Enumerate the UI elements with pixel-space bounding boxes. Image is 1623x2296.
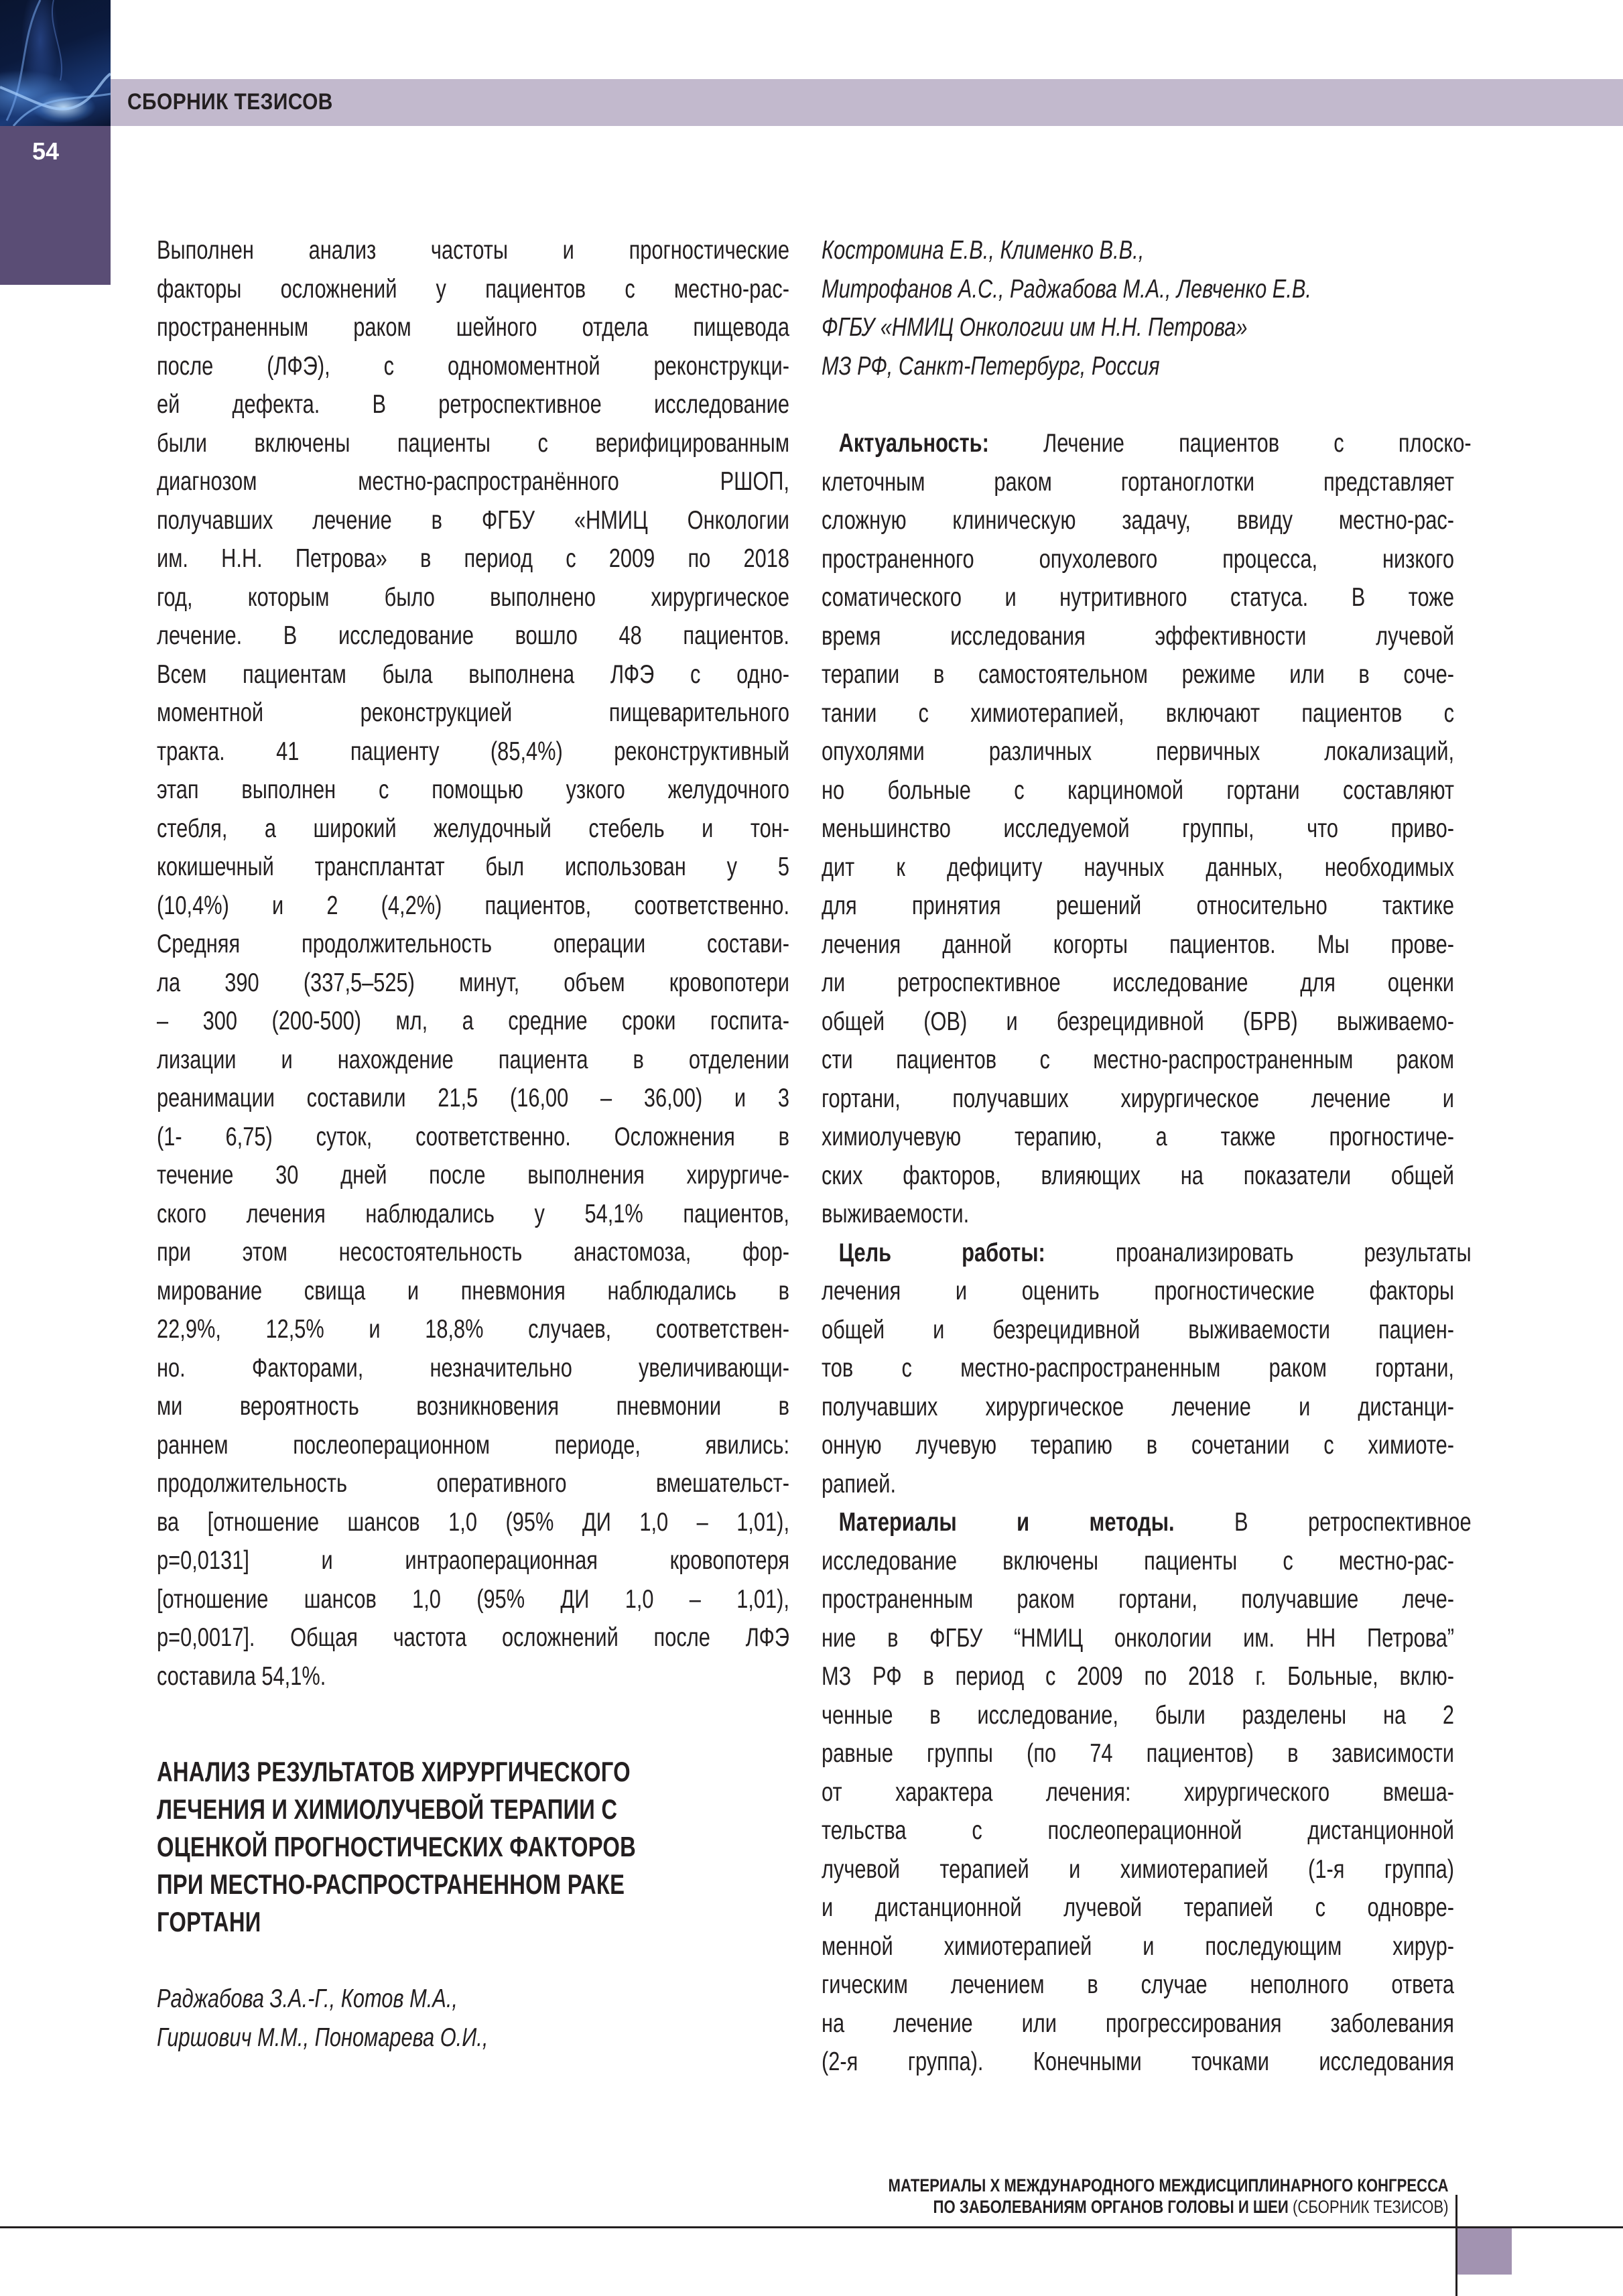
body-text-line: течение 30 дней после выполнения хирургиче- — [157, 1161, 789, 1190]
author-line: Гиршович М.М., Пономарева О.И., — [157, 2023, 489, 2052]
body-text-line: дит к дефициту научных данных, необходимых — [822, 852, 1454, 882]
body-text-line: при этом несостоятельность анастомоза, фор- — [157, 1238, 789, 1267]
body-text-line: лучевой терапией и химиотерапией (1-я группа) — [822, 1854, 1454, 1884]
article-authors — [157, 1980, 789, 2057]
body-text-line: сти пациентов с местно-распространенным раком — [822, 1045, 1454, 1074]
body-text-line: сложную клиническую задачу, ввиду местно-рас- — [822, 506, 1454, 535]
section-relevance — [822, 424, 1472, 1234]
body-text-line: были включены пациенты с верифицированным — [157, 428, 789, 458]
body-text-line: тельства с послеоперационной дистанционной — [822, 1816, 1454, 1845]
body-text-line: онную лучевую терапию в сочетании с химиоте- — [822, 1431, 1454, 1460]
left-column — [157, 231, 789, 2057]
body-text-line: реанимации составили 21,5 (16,00 – 36,00) и 3 — [157, 1084, 789, 1112]
author-line: МЗ РФ, Санкт-Петербург, Россия — [822, 351, 1160, 381]
body-text-line: после (ЛФЭ), с одномоментной реконструкци- — [157, 351, 789, 381]
methods-first-line — [822, 1503, 1472, 1542]
relevance-text-start: Лечение пациентов с плоско- — [988, 429, 1472, 458]
title-line: ГОРТАНИ — [157, 1906, 261, 1937]
body-text-line: опухолями различных первичных локализаций, — [822, 737, 1454, 766]
body-text-line: стебля, а широкий желудочный стебель и тон- — [157, 814, 789, 843]
body-text-line: от характера лечения: хирургического вмеша- — [822, 1777, 1454, 1807]
footer-line-1: МАТЕРИАЛЫ X МЕЖДУНАРОДНОГО МЕЖДИСЦИПЛИНАРНОГО КОНГРЕССА — [888, 2175, 1449, 2195]
author-line: ФГБУ «НМИЦ Онкологии им Н.Н. Петрова» — [822, 313, 1248, 342]
body-text-line: раннем послеоперационном периоде, явились: — [157, 1430, 789, 1460]
author-line: Костромина Е.В., Клименко В.В., — [822, 236, 1145, 265]
body-text-line: год, которым было выполнено хирургическое — [157, 582, 789, 612]
title-line: АНАЛИЗ РЕЗУЛЬТАТОВ ХИРУРГИЧЕСКОГО — [157, 1756, 631, 1787]
body-text-line: равные группы (по 74 пациентов) в зависимости — [822, 1739, 1454, 1768]
footer-accent-square — [1457, 2228, 1512, 2275]
body-text-line: меньшинство исследуемой группы, что приво- — [822, 814, 1454, 843]
header-band — [111, 79, 1623, 126]
body-text-line: пространенным раком шейного отдела пищевода — [157, 313, 789, 342]
body-text-line: Выполнен анализ частоты и прогностические — [157, 236, 789, 265]
body-text-line: факторы осложнений у пациентов с местно-рас- — [157, 274, 789, 304]
body-text-line: рапией. — [822, 1469, 897, 1498]
body-text-line: ченные в исследование, были разделены на 2 — [822, 1700, 1454, 1730]
body-text-line: мирование свища и пневмония наблюдались в — [157, 1276, 789, 1305]
body-text-line: ских факторов, влияющих на показатели общей — [822, 1161, 1454, 1190]
page-number: 54 — [32, 137, 60, 165]
body-text-line: клеточным раком гортаноглотки представляет — [822, 467, 1454, 497]
body-text-line: ва [отношение шансов 1,0 (95% ДИ 1,0 – 1,01), — [157, 1507, 789, 1537]
body-text-line: лечения и оценить прогностические факторы — [822, 1277, 1454, 1305]
previous-abstract-continuation — [157, 231, 789, 1696]
body-text-line: (10,4%) и 2 (4,2%) пациентов, соответственно. — [157, 891, 789, 920]
title-line: ПРИ МЕСТНО-РАСПРОСТРАНЕННОМ РАКЕ — [157, 1868, 625, 1900]
footer-line-2-bold: ПО ЗАБОЛЕВАНИЯМ ОРГАНОВ ГОЛОВЫ И ШЕИ — [933, 2197, 1289, 2217]
body-text-line: 22,9%, 12,5% и 18,8% случаев, соответствен- — [157, 1315, 789, 1344]
body-text-line: Всем пациентам была выполнена ЛФЭ с одно- — [157, 659, 789, 689]
smoke-swirl-icon — [0, 0, 111, 126]
body-text-line: – 300 (200-500) мл, а средние сроки госпита- — [157, 1007, 789, 1035]
body-text-line: моментной реконструкцией пищеварительного — [157, 698, 789, 727]
footer-rule — [0, 2226, 1623, 2228]
body-text-line: менной химиотерапией и последующим хирур- — [822, 1931, 1454, 1961]
authors-affiliation — [822, 231, 1454, 385]
body-text-line: пространенного опухолевого процесса, низкого — [822, 544, 1454, 574]
body-text-line: (1- 6,75) суток, соответственно. Осложнения в — [157, 1122, 789, 1151]
body-text-line: [отношение шансов 1,0 (95% ДИ 1,0 – 1,01), — [157, 1584, 789, 1614]
body-text-line: ского лечения наблюдались у 54,1% пациентов, — [157, 1199, 789, 1228]
methods-text-start: В ретроспективное — [1174, 1508, 1472, 1537]
body-text-line: получавших хирургическое лечение и дистанци- — [822, 1392, 1454, 1421]
body-text-line: лизации и нахождение пациента в отделении — [157, 1045, 789, 1074]
body-text-line: получавших лечение в ФГБУ «НМИЦ Онкологии — [157, 505, 789, 535]
body-text-line: p=0,0017]. Общая частота осложнений после ЛФЭ — [157, 1623, 789, 1652]
body-text-line: p=0,0131] и интраоперационная кровопотеря — [157, 1546, 789, 1575]
body-text-line: но больные с карциномой гортани составляют — [822, 775, 1454, 805]
body-text-line: терапии в самостоятельном режиме или в соче- — [822, 660, 1454, 689]
body-text-line: выживаемости. — [822, 1200, 970, 1228]
body-text-line: химиолучевую терапию, а также прогностиче- — [822, 1123, 1454, 1151]
body-text-line: общей и безрецидивной выживаемости пациен- — [822, 1315, 1454, 1344]
header-decorative-image — [0, 0, 111, 126]
article-title — [157, 1753, 789, 1941]
author-line: Митрофанов А.С., Раджабова М.А., Левченко Е.В. — [822, 274, 1311, 304]
body-text-line: Средняя продолжительность операции состави- — [157, 930, 789, 958]
relevance-label: Актуальность: — [838, 429, 989, 458]
body-text-line: ей дефекта. В ретроспективное исследование — [157, 390, 789, 419]
body-text-line: им. Н.Н. Петрова» в период с 2009 по 2018 — [157, 544, 789, 573]
section-aim — [822, 1234, 1472, 1504]
methods-label: Материалы и методы. — [838, 1508, 1175, 1537]
body-text-line: диагнозом местно-распространённого РШОП, — [157, 467, 789, 496]
section-methods — [822, 1503, 1472, 2082]
body-text-line: тракта. 41 пациенту (85,4%) реконструктивный — [157, 737, 789, 766]
body-text-line: исследование включены пациенты с местно-рас- — [822, 1546, 1454, 1576]
body-text-line: пространенным раком гортани, получавшие лече- — [822, 1585, 1454, 1614]
footer-line-2 — [889, 2196, 1449, 2218]
footer-line-2-light: (СБОРНИК ТЕЗИСОВ) — [1289, 2197, 1449, 2217]
body-text-line: кокишечный трансплантат был использован у 5 — [157, 852, 789, 881]
body-text-line: продолжительность оперативного вмешательст- — [157, 1469, 789, 1498]
relevance-first-line — [822, 424, 1472, 463]
aim-label: Цель работы: — [838, 1238, 1045, 1267]
body-text-line: и дистанционной лучевой терапией с одновре- — [822, 1893, 1454, 1922]
title-line: ОЦЕНКОЙ ПРОГНОСТИЧЕСКИХ ФАКТОРОВ — [157, 1831, 636, 1862]
body-text-line: тов с местно-распространенным раком гортани, — [822, 1354, 1454, 1383]
body-text-line: лечения данной когорты пациентов. Мы прове- — [822, 930, 1454, 959]
title-line: ЛЕЧЕНИЯ И ХИМИОЛУЧЕВОЙ ТЕРАПИИ С — [157, 1793, 618, 1825]
right-column — [822, 231, 1472, 2082]
body-text-line: этап выполнен с помощью узкого желудочного — [157, 775, 789, 804]
body-text-line: для принятия решений относительно тактике — [822, 891, 1454, 920]
body-text-line: но. Факторами, незначительно увеличивающи- — [157, 1353, 789, 1383]
body-text-line: тании с химиотерапией, включают пациентов с — [822, 698, 1454, 728]
body-text-line: на лечение или прогрессирования заболевания — [822, 2008, 1454, 2038]
section-title: СБОРНИК ТЕЗИСОВ — [127, 89, 333, 115]
body-text-line: ми вероятность возникновения пневмонии в — [157, 1392, 789, 1421]
aim-first-line — [822, 1234, 1472, 1273]
body-text-line: соматического и нутритивного статуса. В тоже — [822, 583, 1454, 612]
footer-publication-title — [765, 2175, 1449, 2218]
body-text-line: гическим лечением в случае неполного ответа — [822, 1970, 1454, 1999]
body-text-line: ла 390 (337,5–525) минут, объем кровопотери — [157, 968, 789, 997]
aim-text-start: проанализировать результаты — [1045, 1238, 1472, 1267]
body-text-line: время исследования эффективности лучевой — [822, 621, 1454, 651]
body-text-line: гортани, получавших хирургическое лечение и — [822, 1084, 1454, 1113]
body-text-line: общей (ОВ) и безрецидивной (БРВ) выживаемо- — [822, 1007, 1454, 1036]
author-line: Раджабова З.А.-Г., Котов М.А., — [157, 1984, 458, 2013]
body-text-line: ли ретроспективное исследование для оценки — [822, 968, 1454, 997]
body-text-line: (2-я группа). Конечными точками исследования — [822, 2047, 1454, 2076]
body-text-line: ние в ФГБУ “НМИЦ онкологии им. НН Петрова” — [822, 1623, 1454, 1653]
body-text-line: лечение. В исследование вошло 48 пациентов. — [157, 621, 789, 650]
body-text-line: составила 54,1%. — [157, 1661, 326, 1691]
body-text-line: МЗ РФ в период с 2009 по 2018 г. Больные, вклю- — [822, 1662, 1454, 1691]
